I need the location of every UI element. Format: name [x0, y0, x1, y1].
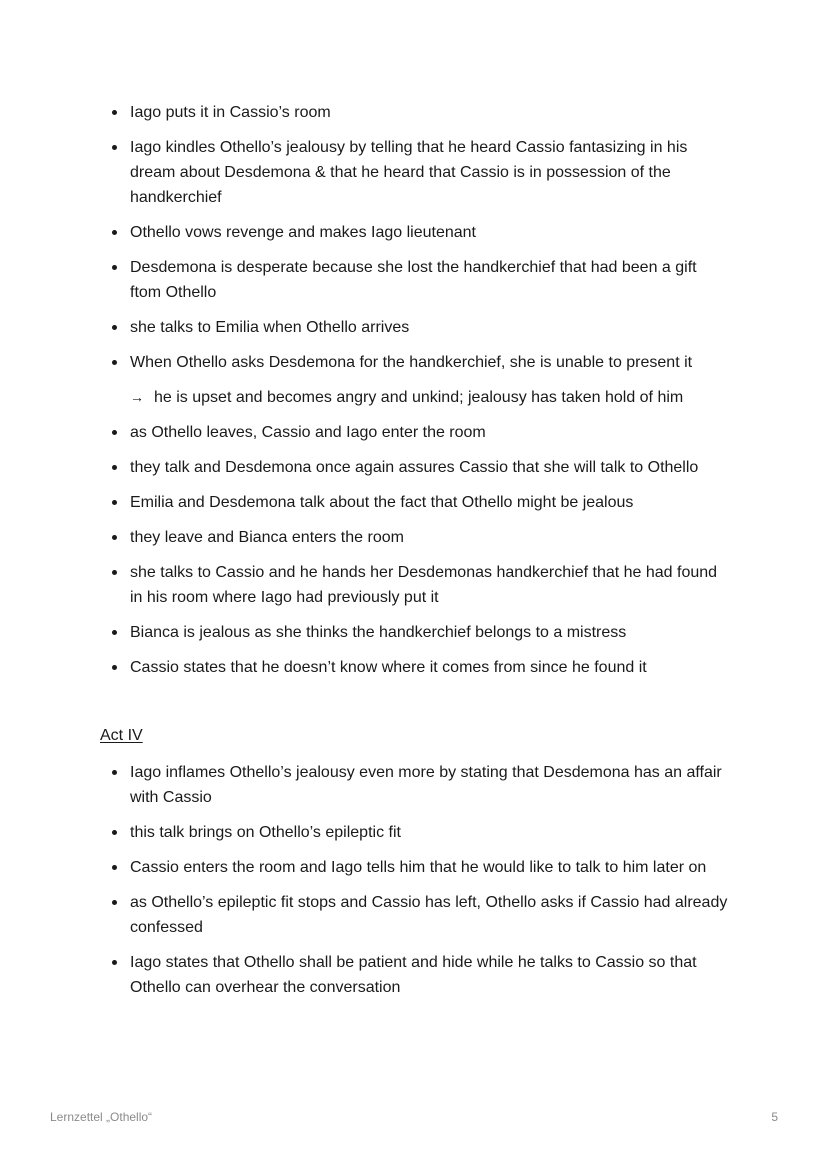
list-item: Iago states that Othello shall be patient and hide while he talks to Cassio so that Othello can overhear the conversation	[130, 950, 730, 1000]
right-arrow-icon: →	[130, 389, 144, 405]
list-item: as Othello’s epileptic fit stops and Cassio has left, Othello asks if Cassio had already confessed	[130, 890, 730, 940]
list-item: as Othello leaves, Cassio and Iago enter the room	[130, 420, 730, 445]
footer-document-title: Lernzettel „Othello“	[50, 1110, 153, 1124]
bullet-icon	[112, 500, 117, 505]
footer-page-number: 5	[771, 1110, 778, 1124]
bullet-icon	[112, 110, 117, 115]
bullet-icon	[112, 865, 117, 870]
bullet-icon	[112, 145, 117, 150]
act4-bullet-list	[130, 760, 730, 1010]
list-item: Othello vows revenge and makes Iago lieutenant	[130, 220, 730, 245]
list-item: Iago puts it in Cassio’s room	[130, 100, 730, 125]
list-item: she talks to Emilia when Othello arrives	[130, 315, 730, 340]
bullet-icon	[112, 325, 117, 330]
list-item: they leave and Bianca enters the room	[130, 525, 730, 550]
bullet-icon	[112, 570, 117, 575]
list-item: Cassio states that he doesn’t know where it comes from since he found it	[130, 655, 730, 680]
act3-bullet-list	[130, 100, 730, 690]
bullet-icon	[112, 770, 117, 775]
list-item: Iago inflames Othello’s jealousy even more by stating that Desdemona has an affair with Cassio	[130, 760, 730, 810]
bullet-icon	[112, 830, 117, 835]
bullet-icon	[112, 430, 117, 435]
list-item: this talk brings on Othello’s epileptic fit	[130, 820, 730, 845]
bullet-icon	[112, 900, 117, 905]
bullet-icon	[112, 465, 117, 470]
section-heading-act-iv: Act IV	[100, 727, 143, 744]
bullet-icon	[112, 630, 117, 635]
list-item: Desdemona is desperate because she lost the handkerchief that had been a gift ftom Othello	[130, 255, 730, 305]
list-item: they talk and Desdemona once again assures Cassio that she will talk to Othello	[130, 455, 730, 480]
bullet-icon	[112, 960, 117, 965]
bullet-icon	[112, 535, 117, 540]
list-item: she talks to Cassio and he hands her Desdemonas handkerchief that he had found in his room where Iago had previously put it	[130, 560, 730, 610]
bullet-icon	[112, 665, 117, 670]
list-item: Emilia and Desdemona talk about the fact that Othello might be jealous	[130, 490, 730, 515]
arrow-list-item: → he is upset and becomes angry and unkind; jealousy has taken hold of him	[130, 385, 730, 410]
bullet-icon	[112, 230, 117, 235]
list-item: When Othello asks Desdemona for the handkerchief, she is unable to present it	[130, 350, 730, 375]
bullet-icon	[112, 265, 117, 270]
list-item: Cassio enters the room and Iago tells him that he would like to talk to him later on	[130, 855, 730, 880]
list-item: Bianca is jealous as she thinks the handkerchief belongs to a mistress	[130, 620, 730, 645]
bullet-icon	[112, 360, 117, 365]
list-item: Iago kindles Othello’s jealousy by telling that he heard Cassio fantasizing in his dream about Desdemona & that he heard that Cassio is in possession of the handkerchief	[130, 135, 730, 210]
